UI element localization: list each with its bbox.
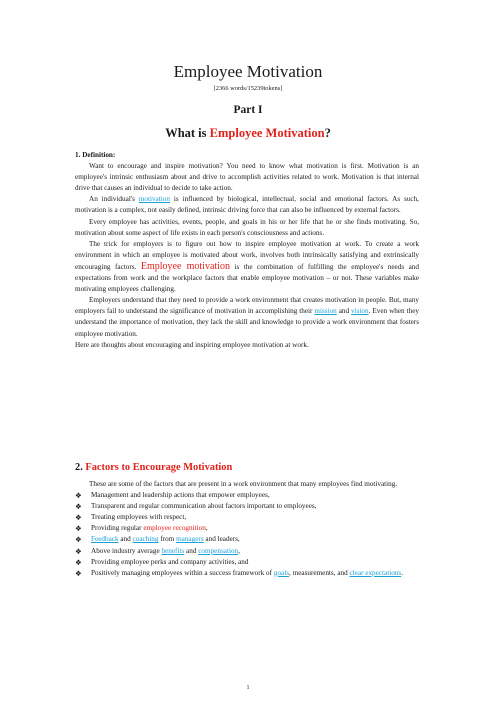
text: . Even when they understand the importance of motivation, they lack the skill and knowledge to provide a work environment that fosters employee motivation. — [75, 307, 419, 338]
text: Above industry average — [91, 546, 162, 555]
list-item — [75, 557, 419, 568]
text: Providing employee perks and company activities, and — [91, 557, 249, 566]
text: Management and leadership actions that empower employees, — [91, 491, 270, 500]
part-heading: Part I — [233, 104, 263, 116]
list-item — [75, 534, 419, 545]
text: and leaders, — [203, 535, 240, 544]
text: from — [158, 535, 177, 544]
diamond-bullet-icon: ❖ — [75, 502, 82, 512]
list-item — [75, 546, 419, 557]
benefits-link[interactable]: benefits — [161, 546, 185, 555]
text: Treating employees with respect, — [91, 513, 187, 522]
factors-section — [75, 479, 419, 579]
heading-suffix: ? — [324, 126, 331, 140]
employee-recognition-highlight: employee recognition — [143, 524, 206, 533]
paragraph: Every employee has activities, events, people, and goals in his or her life that he or she finds motivating. So, motivation about some aspect of life exists in each person's consciousness and actions. — [75, 217, 419, 237]
definition-title: 1. Definition: — [75, 151, 116, 159]
vision-link[interactable]: vision — [351, 307, 369, 316]
employee-motivation-highlight: Employee motivation — [140, 260, 230, 272]
text: . — [401, 568, 403, 577]
text: Positively managing employees within a success framework of — [91, 568, 274, 577]
compensation-link[interactable]: compensation — [198, 546, 239, 555]
document-title: Employee Motivation — [173, 62, 323, 81]
text: , measurements, and — [289, 568, 350, 577]
text: and — [336, 307, 352, 316]
paragraph — [75, 295, 419, 339]
text: and — [184, 546, 199, 555]
diamond-bullet-icon: ❖ — [75, 491, 82, 501]
text: The trick for employers is to figure out how to inspire employee motivation at work. To create a work environment in which an employee is motivated about work, involves both intrinsically satisfying and extrinsically encouraging factors. — [75, 239, 419, 271]
diamond-bullet-icon: ❖ — [75, 524, 82, 534]
paragraph: These are some of the factors that are present in a work environment that many employees find motivating. — [89, 480, 398, 488]
feedback-link[interactable]: Feedback — [91, 535, 119, 544]
text: is the combination of fulfilling the employee's needs and expectations from work and the workplace factors that enable employee motivation – or not. These variables make motivating employees challenging. — [75, 262, 419, 294]
section-number: 2. — [75, 462, 86, 473]
text: , — [238, 546, 240, 555]
list-item — [75, 512, 419, 523]
motivation-link[interactable]: motivation — [138, 195, 170, 204]
paragraph: Want to encourage and inspire motivation? You need to know what motivation is first. Motivation is an employee's intrinsic enthusiasm about and drive to accomplish activities related to work. Motivation is that internal drive that causes an individual to decide to take action. — [75, 162, 419, 193]
heading-prefix: What is — [165, 126, 210, 140]
goals-link[interactable]: goals — [273, 568, 290, 577]
word-count: [2366 words/15239tokens] — [213, 85, 283, 92]
text: , — [205, 524, 208, 533]
mission-link[interactable]: mission — [314, 307, 337, 316]
text: Employers understand that they need to provide a work environment that creates motivation in people. But, many employers fail to understand the significance of motivation in accomplishing their — [75, 296, 419, 316]
factors-title-text: Factors to Encourage Motivation — [85, 462, 233, 473]
factors-list — [75, 490, 419, 579]
paragraph — [75, 194, 419, 216]
page-number: 1 — [246, 685, 250, 691]
clear-expectations-link[interactable]: clear expectations — [349, 568, 402, 577]
text: and — [118, 535, 133, 544]
diamond-bullet-icon: ❖ — [75, 557, 82, 567]
text: An individual's — [89, 195, 139, 204]
text: Transparent and regular communication about factors important to employees, — [91, 502, 317, 511]
coaching-link[interactable]: coaching — [132, 535, 159, 544]
list-item — [75, 490, 419, 501]
diamond-bullet-icon: ❖ — [75, 535, 82, 545]
list-item — [75, 523, 419, 534]
section-heading — [0, 125, 496, 141]
factors-title — [75, 461, 232, 475]
heading-highlight: Employee Motivation — [209, 126, 325, 140]
text: is influenced by biological, intellectual, social and emotional factors. As such, motivation is a complex, not easily defined, intrinsic driving force that can also be influenced by external factors. — [75, 195, 419, 215]
diamond-bullet-icon: ❖ — [75, 546, 82, 556]
managers-link[interactable]: managers — [176, 535, 204, 544]
list-item — [75, 568, 419, 579]
paragraph: Here are thoughts about encouraging and inspiring employee motivation at work. — [75, 340, 309, 349]
diamond-bullet-icon: ❖ — [75, 568, 82, 578]
paragraph — [75, 239, 419, 295]
text: Providing regular — [91, 524, 144, 533]
diamond-bullet-icon: ❖ — [75, 513, 82, 523]
list-item — [75, 501, 419, 512]
definition-section — [75, 150, 419, 351]
